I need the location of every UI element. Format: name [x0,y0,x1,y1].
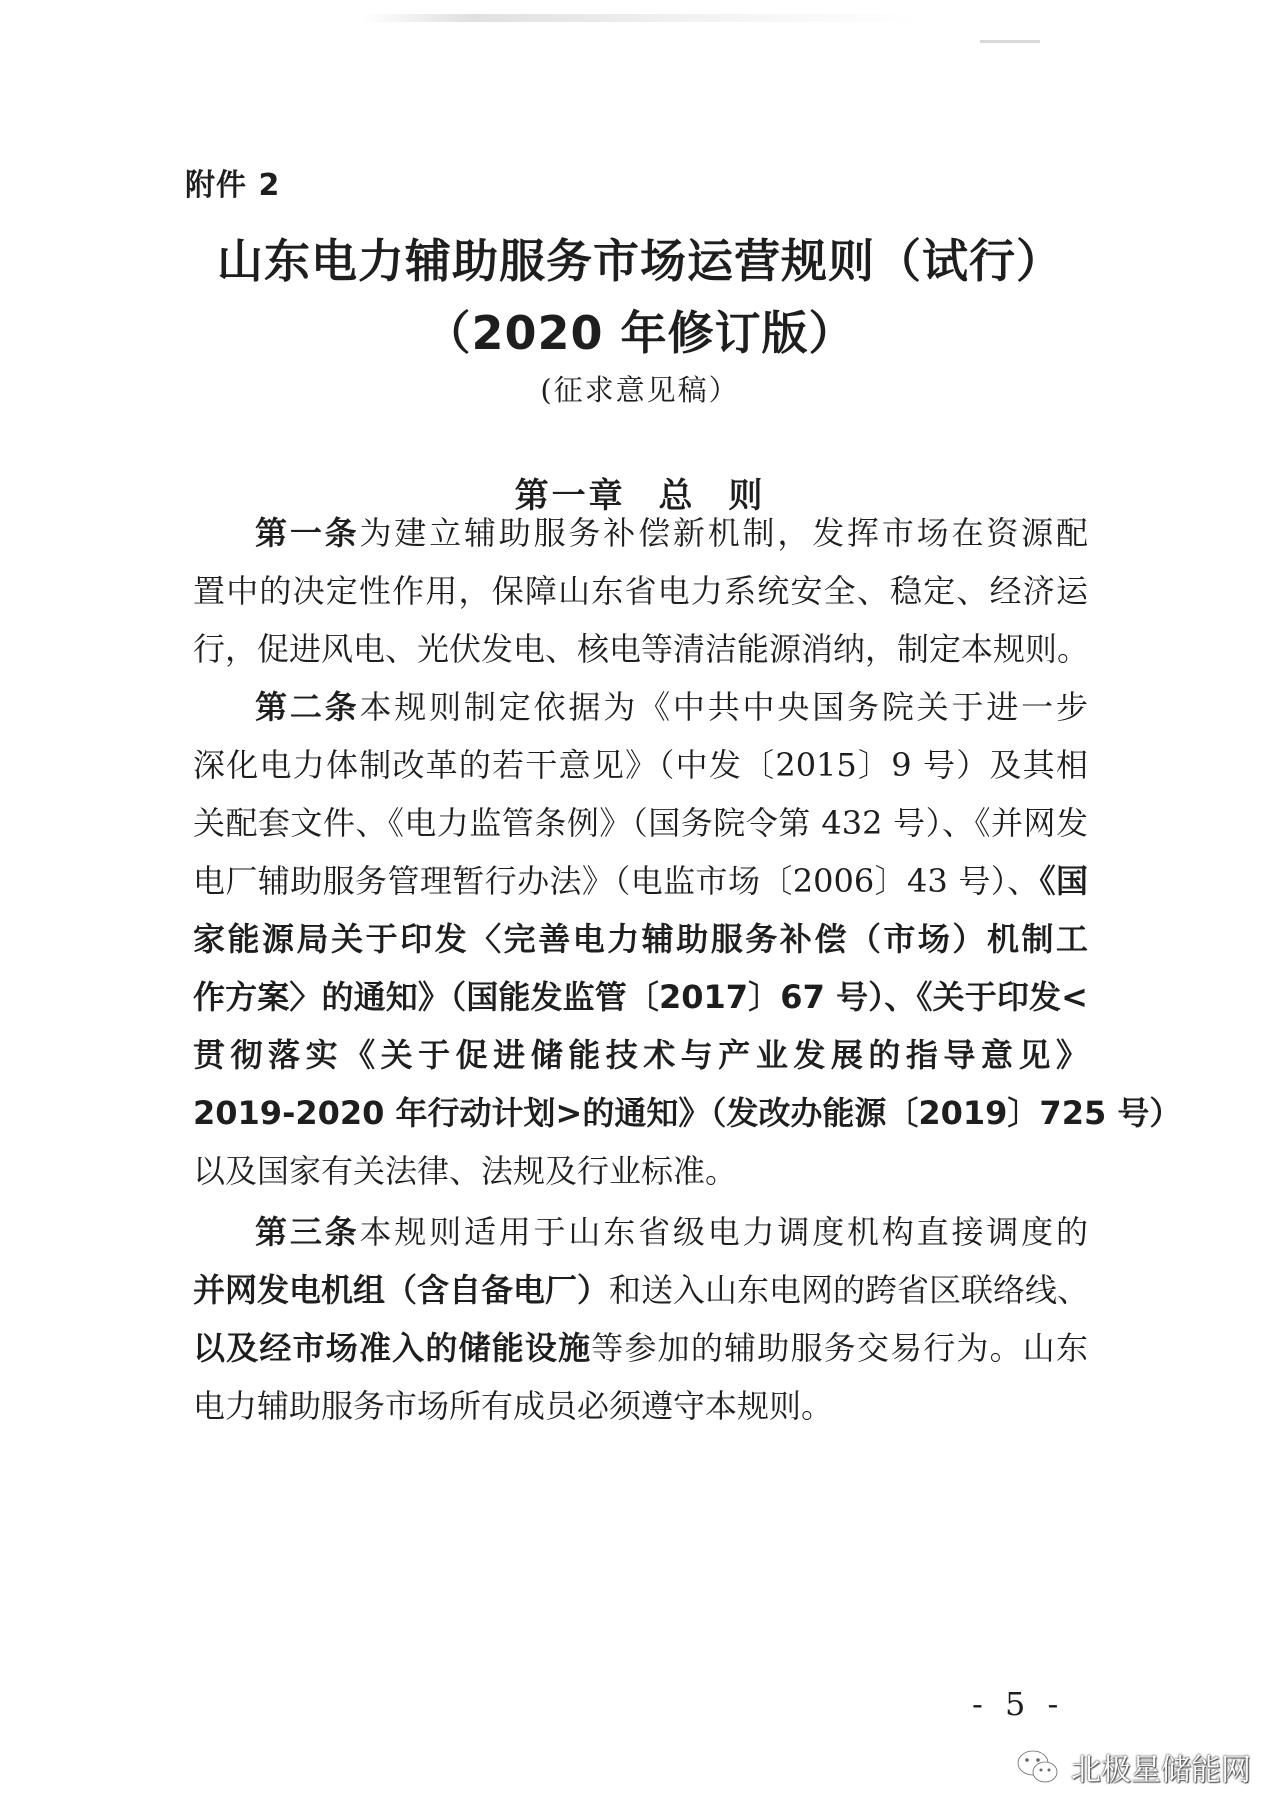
article-3-text: 和送入山东电网的跨省区联络线、 [609,1271,1090,1309]
article-1-text: 为建立辅助服务补偿新机制，发挥市场在资源配 [359,514,1088,552]
article-3-line: 电力辅助服务市场所有成员必须遵守本规则。 [193,1387,834,1425]
article-2-line [193,861,1088,901]
article-1-label: 第一条 [255,514,360,552]
article-3-text: 等参加的辅助服务交易行为。山东 [591,1329,1088,1367]
article-3-line [255,1212,1088,1252]
watermark [1015,1745,1251,1789]
article-2-line: 深化电力体制改革的若干意见》（中发〔2015〕9 号）及其相 [193,746,1088,784]
chapter-heading: 第一章 总 则 [514,476,766,516]
draft-note: (征求意见稿） [540,373,740,407]
article-1-line [255,513,1088,553]
article-3-label: 第三条 [255,1213,360,1251]
article-2-label: 第二条 [255,688,360,726]
article-2-bold-text: 作方案〉的通知》 [193,978,451,1016]
article-2-bold-text: 家能源局关于印发〈完善电力辅助服务补偿（市场）机制工 [193,920,1088,958]
document-title: 山东电力辅助服务市场运营规则（试行） [217,234,1063,288]
page-number: - 5 - [972,1685,1065,1723]
article-2-line [193,1093,1182,1133]
article-3-bold-text: 以及经市场准入的储能设施 [193,1329,592,1367]
article-2-bold-text: 2019-2020 年行动计划>的通知》（发改办能源〔2019〕725 号） [193,1094,1182,1132]
article-1-line: 行，促进风电、光伏发电、核电等清洁能源消纳，制定本规则。 [193,630,1090,668]
article-2-line [193,919,1088,959]
article-3-text: 本规则适用于山东省级电力调度机构直接调度的 [359,1213,1088,1251]
article-2-line [193,1035,1088,1075]
wechat-icon [1015,1747,1061,1787]
article-2-text: 本规则制定依据为《中共中央国务院关于进一步 [359,688,1088,726]
article-2-text: 电厂辅助服务管理暂行办法》（电监市场〔2006〕43 号）、 [193,862,1040,900]
article-2-line: 关配套文件、《电力监管条例》（国务院令第 432 号）、《并网发 [193,804,1088,842]
article-3-line [193,1328,1088,1368]
scan-artifact [980,40,1040,43]
article-1-line: 置中的决定性作用，保障山东省电力系统安全、稳定、经济运 [193,572,1088,610]
article-2-line [193,977,1088,1017]
article-3-line [193,1270,1088,1310]
article-2-bold-text: （国能发监管〔2017〕67 号）、《关于印发< [450,978,1088,1016]
article-2-bold-text: 贯彻落实《关于促进储能技术与产业发展的指导意见》 [193,1036,1088,1074]
watermark-text: 北极星储能网 [1071,1753,1251,1788]
scan-artifact [360,14,920,22]
article-2-line [255,687,1088,727]
article-2-line: 以及国家有关法律、法规及行业标准。 [193,1152,738,1190]
document-subtitle: （2020 年修订版） [424,306,856,360]
attachment-label: 附件 2 [185,168,281,203]
article-3-bold-text: 并网发电机组（含自备电厂） [193,1271,610,1309]
article-2-bold-text: 《国 [1039,862,1088,900]
